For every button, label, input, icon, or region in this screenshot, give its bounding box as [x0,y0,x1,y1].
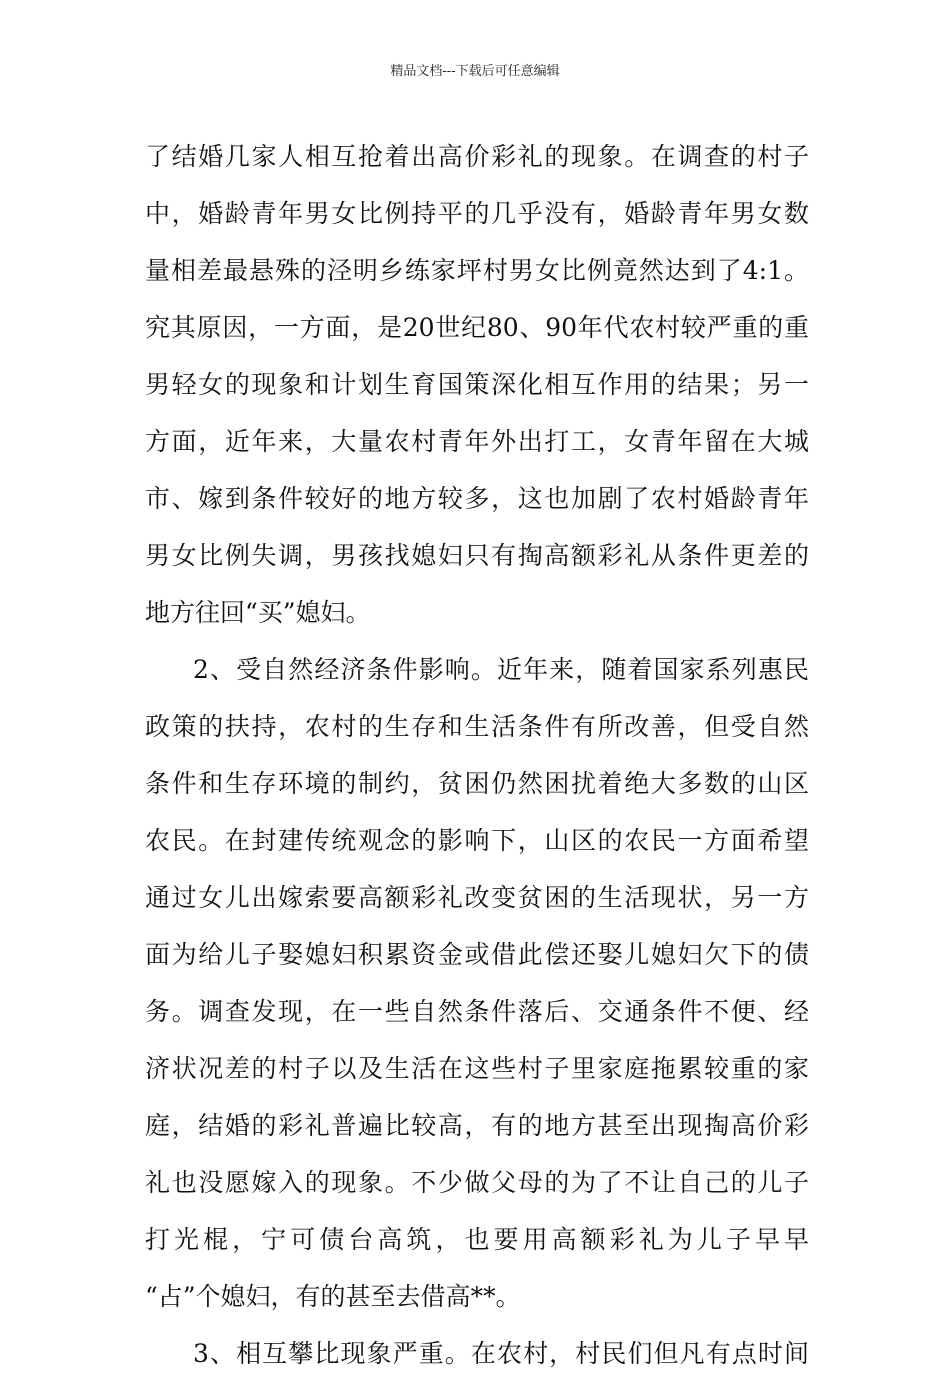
text-line: 政策的扶持，农村的生存和生活条件有所改善，但受自然 [145,712,809,741]
paragraph [145,641,809,1325]
text-line: 究其原因，一方面，是20世纪80、90年代农村较严重的重 [145,313,809,342]
text-line: 量相差最悬殊的泾明乡练家坪村男女比例竟然达到了4:1。 [145,256,809,285]
text-line: 男轻女的现象和计划生育国策深化相互作用的结果；另一 [145,370,809,399]
text-line: 务。调查发现，在一些自然条件落后、交通条件不便、经 [145,997,809,1026]
text-line: 打光棍，宁可债台高筑，也要用高额彩礼为儿子早早 [145,1225,809,1254]
text-line: 面为给儿子娶媳妇积累资金或借此偿还娶儿媳妇欠下的债 [145,940,809,969]
text-line: 3、相互攀比现象严重。在农村，村民们但凡有点时间 [193,1339,809,1368]
text-line: 市、嫁到条件较好的地方较多，这也加剧了农村婚龄青年 [145,484,809,513]
text-line: 了结婚几家人相互抢着出高价彩礼的现象。在调查的村子 [145,142,809,171]
document-body [145,128,809,1382]
paragraph [145,1325,809,1382]
text-line: 地方往回“买”媳妇。 [145,598,371,627]
text-line: 庭，结婚的彩礼普遍比较高，有的地方甚至出现掏高价彩 [145,1111,809,1140]
text-line: 农民。在封建传统观念的影响下，山区的农民一方面希望 [145,826,809,855]
text-line: 中，婚龄青年男女比例持平的几乎没有，婚龄青年男女数 [145,199,809,228]
text-line: 条件和生存环境的制约，贫困仍然困扰着绝大多数的山区 [145,769,809,798]
text-line: 通过女儿出嫁索要高额彩礼改变贫困的生活现状，另一方 [145,883,809,912]
page-header: 精品文档---下载后可任意编辑 [390,64,560,79]
text-line: “占”个媳妇，有的甚至去借高**。 [145,1282,521,1311]
paragraph [145,128,809,641]
text-line: 方面，近年来，大量农村青年外出打工，女青年留在大城 [145,427,809,456]
text-line: 2、受自然经济条件影响。近年来，随着国家系列惠民 [193,655,809,684]
text-line: 济状况差的村子以及生活在这些村子里家庭拖累较重的家 [145,1054,809,1083]
text-line: 男女比例失调，男孩找媳妇只有掏高额彩礼从条件更差的 [145,541,809,570]
text-line: 礼也没愿嫁入的现象。不少做父母的为了不让自己的儿子 [145,1168,809,1197]
